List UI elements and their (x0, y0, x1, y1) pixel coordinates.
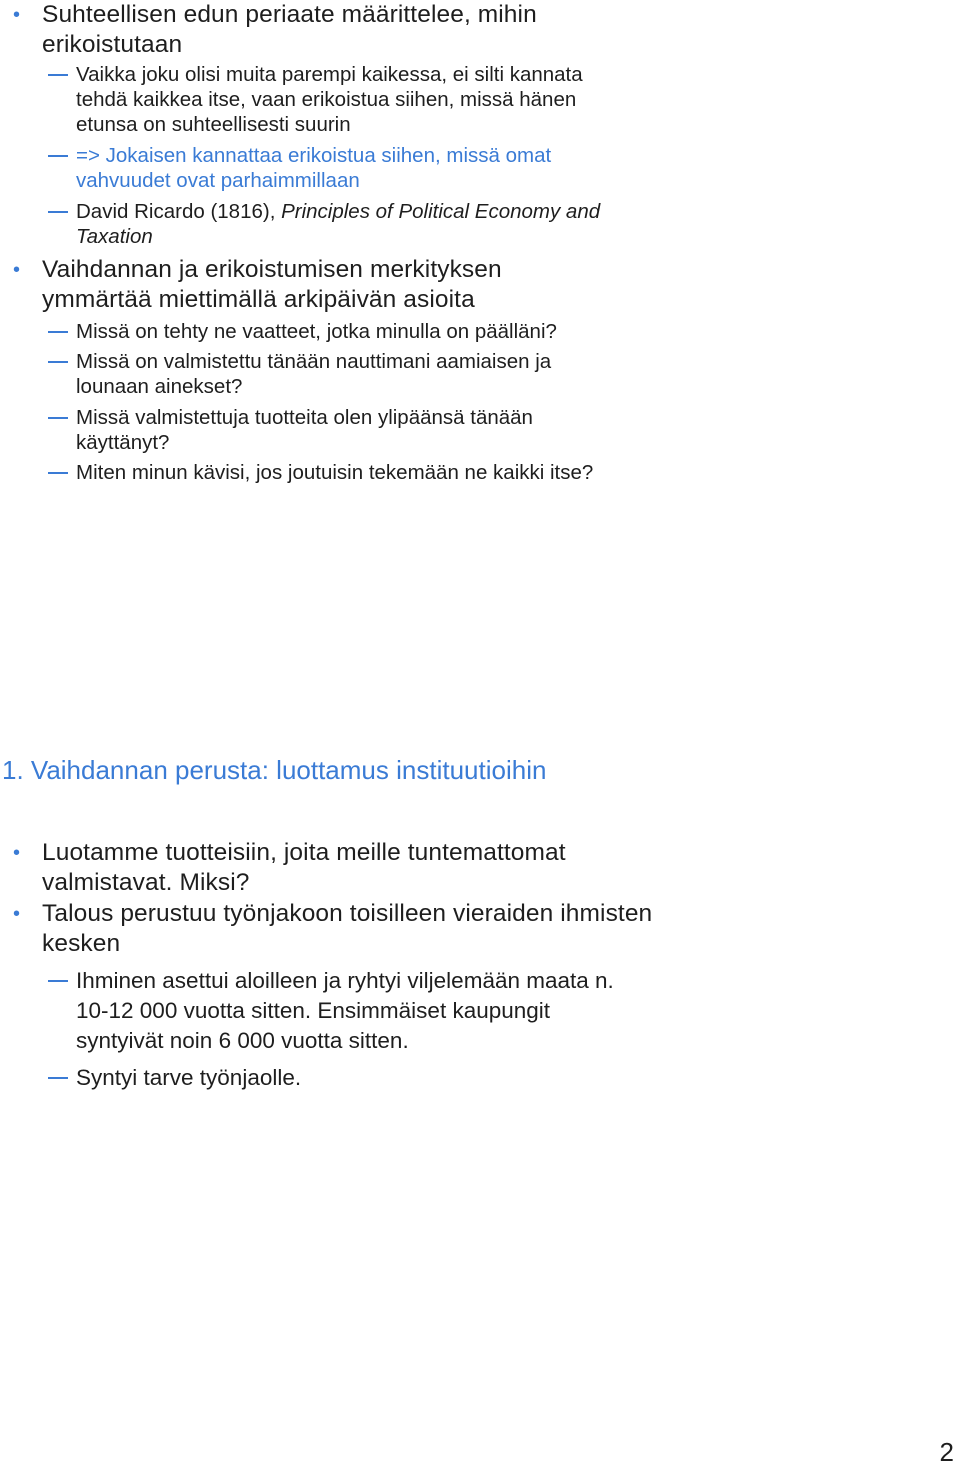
text-line: Suhteellisen edun periaate määrittelee, mihin (42, 1, 537, 28)
text-line: kesken (42, 930, 121, 957)
dash-icon (48, 331, 68, 333)
citation-author: David Ricardo (1816), (76, 200, 282, 223)
dash-icon (48, 74, 68, 76)
text-line: Vaihdannan ja erikoistumisen merkityksen (42, 256, 502, 283)
text-line: käyttänyt? (76, 431, 170, 454)
dash-icon (48, 417, 68, 419)
text-line: erikoistutaan (42, 31, 183, 58)
text-line: Missä valmistettuja tuotteita olen ylipäänsä tänään (76, 406, 533, 429)
text-line: Talous perustuu työnjakoon toisilleen vieraiden ihmisten (42, 900, 653, 927)
text-line (76, 199, 600, 224)
text-line: 10-12 000 vuotta sitten. Ensimmäiset kaupungit (76, 998, 551, 1023)
bullet-dot: • (13, 259, 21, 281)
dash-icon (48, 1077, 68, 1079)
text-line: ymmärtää miettimällä arkipäivän asioita (42, 286, 475, 313)
dash-icon (48, 980, 68, 982)
text-line: Vaikka joku olisi muita parempi kaikessa, ei silti kannata (76, 63, 583, 86)
text-line: Syntyi tarve työnjaolle. (76, 1065, 302, 1090)
subbullet-text (76, 349, 551, 399)
text-line: Miten minun kävisi, jos joutuisin tekemään ne kaikki itse? (76, 461, 594, 484)
dash-icon (48, 155, 68, 157)
subbullet-text (76, 143, 551, 193)
slide-1 (0, 0, 960, 520)
page-number: 2 (939, 1437, 954, 1467)
subbullet-text (76, 1063, 301, 1093)
bullet-4-text (42, 899, 652, 959)
bullet-2-text (42, 255, 502, 315)
text-line: vahvuudet ovat parhaimmillaan (76, 169, 360, 192)
text-line: Luotamme tuotteisiin, joita meille tuntemattomat (42, 839, 566, 866)
citation-title: Principles of Political Economy and (281, 200, 601, 223)
text-line: => Jokaisen kannattaa erikoistua siihen, missä omat (76, 144, 552, 167)
text-line: syntyivät noin 6 000 vuotta sitten. (76, 1028, 409, 1053)
bullet-dot: • (13, 842, 21, 864)
dash-icon (48, 361, 68, 363)
text-line: valmistavat. Miksi? (42, 869, 250, 896)
text-line: Missä on tehty ne vaatteet, jotka minulla on päälläni? (76, 320, 557, 343)
text-line: Ihminen asettui aloilleen ja ryhtyi viljelemään maata n. (76, 968, 614, 993)
slide-title: 1. Vaihdannan perusta: luottamus instituutioihin (2, 755, 547, 785)
subbullet-text (76, 199, 600, 249)
bullet-3-text (42, 838, 566, 898)
text-line: Missä on valmistettu tänään nauttimani aamiaisen ja (76, 350, 552, 373)
subbullet-text (76, 62, 583, 137)
slide-2 (0, 740, 960, 1140)
dash-icon (48, 211, 68, 213)
citation-title-cont: Taxation (76, 225, 153, 248)
subbullet-text (76, 966, 614, 1056)
text-line: tehdä kaikkea itse, vaan erikoistua siihen, missä hänen (76, 88, 577, 111)
subbullet-text (76, 405, 533, 455)
bullet-dot: • (13, 903, 21, 925)
text-line: etunsa on suhteellisesti suurin (76, 113, 351, 136)
dash-icon (48, 472, 68, 474)
subbullet-text (76, 460, 593, 485)
bullet-1-text (42, 0, 537, 60)
subbullet-text (76, 319, 557, 344)
bullet-dot: • (13, 4, 21, 26)
text-line: lounaan ainekset? (76, 375, 243, 398)
